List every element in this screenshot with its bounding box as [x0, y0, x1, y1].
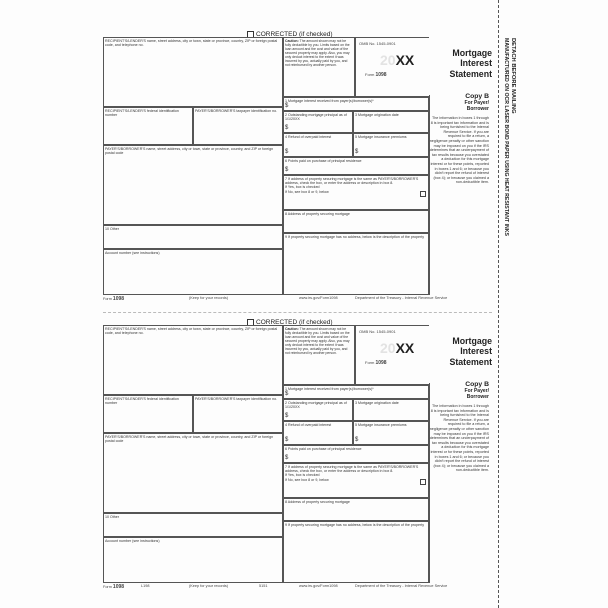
box9-label: 9 If property securing mortgage has no address, below is the description of the property	[285, 523, 425, 527]
year-suffix: XX	[395, 340, 415, 356]
footer-dept: Department of the Treasury - Internal Revenue Service	[355, 296, 448, 300]
box1-label: 1 Mortgage interest received from payer(s)/borrower(s)*	[285, 387, 374, 391]
recipient-tin-box[interactable]	[103, 107, 193, 145]
payer-name-box[interactable]	[103, 145, 283, 225]
recipient-tin-label: RECIPIENT'S/LENDER'S federal identification number	[105, 397, 179, 406]
form-word: Form	[365, 360, 375, 365]
box7-checkbox[interactable]	[420, 479, 426, 485]
box5-label: 5 Mortgage insurance premiums	[355, 423, 407, 427]
footer-code-2: 5151	[259, 584, 268, 588]
copy-sub-1: For Payer/	[464, 388, 489, 394]
footer-form-number	[103, 296, 124, 302]
form-title	[433, 48, 492, 79]
payer-name-label: PAYER'S/BORROWER'S name, street address, city or town, state or province, country, and ZIP or foreign postal code	[105, 147, 274, 156]
irs-notice: The information in boxes 1 through 8 is important tax information and is being furnished to the Internal Revenue Service. If you are required to file a return, a negligence penalty or other sanction may be imposed on you if the IRS determines that an underpayment of tax results because you overstated a deduction for this mortgage interest or for these points, reported in boxes 1 and 6; or because you didn't report the refund of interest (box 4); or because you claimed a non-deductible item.	[429, 404, 489, 473]
box1-dollar: $	[285, 103, 289, 109]
box4-refund[interactable]	[283, 421, 353, 445]
caution-box	[283, 325, 355, 385]
form-number: 1098	[375, 360, 387, 366]
form-1098-top	[103, 31, 492, 302]
box3-label: 3 Mortgage origination date	[355, 113, 399, 117]
box7-checkbox[interactable]	[420, 191, 426, 197]
payer-tin-box[interactable]	[193, 395, 283, 433]
footer-code-1: L198	[141, 584, 150, 588]
tax-year	[380, 340, 414, 356]
manufacturing-note: MANUFACTURED ON OCR LASER BOND PAPER USING HEAT RESISTANT INKS	[503, 38, 509, 236]
box7-same-address[interactable]	[283, 175, 429, 210]
box6-label: 6 Points paid on purchase of principal residence	[285, 447, 362, 451]
copy-b-heading	[429, 93, 489, 112]
recipient-name-box[interactable]	[103, 325, 283, 395]
detach-cut-line	[498, 0, 499, 608]
box7-label: 7 If address of property securing mortgage is the same as PAYER'S/BORROWER'S address, check the box, or enter the address or description in box 8.	[285, 177, 419, 186]
box9-property-description[interactable]	[283, 233, 429, 295]
box4-dollar: $	[285, 149, 289, 155]
form-number-label	[365, 360, 387, 366]
footer-url[interactable]: www.irs.gov/Form1098	[299, 296, 338, 300]
box4-label: 4 Refund of overpaid interest	[285, 423, 332, 427]
irs-notice: The information in boxes 1 through 8 is important tax information and is being furnished to the Internal Revenue Service. If you are required to file a return, a negligence penalty or other sanction may be imposed on you if the IRS determines that an underpayment of tax results because you overstated a deduction for this mortgage interest or for these points, reported in boxes 1 and 6; or because you didn't report the refund of interest (box 4); or because you claimed a non-deductible item.	[429, 116, 489, 185]
title-line-3: Statement	[449, 68, 492, 79]
box8-label: 8 Address of property securing mortgage	[285, 500, 350, 504]
box3-origination-date[interactable]	[353, 111, 429, 133]
recipient-tin-label: RECIPIENT'S/LENDER'S federal identification number	[105, 109, 179, 118]
tax-year	[380, 52, 414, 68]
recipient-name-label: RECIPIENT'S/LENDER'S name, street address, city or town, state or province, country, ZIP or foreign postal code, and telephone no.	[105, 327, 278, 336]
box4-dollar: $	[285, 437, 289, 443]
box2-dollar: $	[285, 413, 289, 419]
account-label: Account number (see instructions)	[105, 251, 160, 255]
box8-label: 8 Address of property securing mortgage	[285, 212, 350, 216]
box10-other[interactable]	[103, 513, 283, 537]
box5-insurance[interactable]	[353, 421, 429, 445]
footer-dept: Department of the Treasury - Internal Revenue Service	[355, 584, 448, 588]
box5-dollar: $	[355, 437, 359, 443]
account-number-box[interactable]	[103, 537, 283, 583]
footer-form-word: Form	[103, 585, 112, 589]
box1-mortgage-interest[interactable]	[283, 385, 429, 399]
box3-label: 3 Mortgage origination date	[355, 401, 399, 405]
box5-insurance[interactable]	[353, 133, 429, 157]
copy-sub-1: For Payer/	[464, 100, 489, 106]
box7-no: If No, see box 8 or 9, below	[285, 477, 329, 482]
box4-label: 4 Refund of overpaid interest	[285, 135, 332, 139]
year-prefix: 20	[380, 340, 396, 356]
box9-label: 9 If property securing mortgage has no address, below is the description of the property	[285, 235, 425, 239]
box2-outstanding-principal[interactable]	[283, 399, 353, 421]
box2-dollar: $	[285, 125, 289, 131]
box1-mortgage-interest[interactable]	[283, 97, 429, 111]
box6-label: 6 Points paid on purchase of principal residence	[285, 159, 362, 163]
box10-other[interactable]	[103, 225, 283, 249]
title-line-3: Statement	[449, 356, 492, 367]
title-line-2: Interest	[460, 346, 492, 357]
caution-title: Caution:	[285, 327, 299, 331]
copy-sub-2: Borrower	[466, 393, 489, 400]
corrected-label: CORRECTED (if checked)	[256, 319, 333, 327]
detach-instruction: DETACH BEFORE MAILING	[510, 38, 516, 114]
caution-text: The amount shown may not be fully deductible by you. Limits based on the loan amount and the cost and value of the secured property may apply. Also, you may only deduct interest to the extent it was incurred by you, actually paid by you, and not reimbursed by another person.	[285, 327, 350, 355]
box7-yes: If Yes, box is checked	[285, 185, 320, 190]
box10-label: 10 Other	[105, 227, 119, 231]
footer-keep: (Keep for your records)	[189, 584, 229, 588]
recipient-tin-box[interactable]	[103, 395, 193, 433]
box5-dollar: $	[355, 149, 359, 155]
box7-yes: If Yes, box is checked	[285, 473, 320, 478]
box7-label: 7 If address of property securing mortgage is the same as PAYER'S/BORROWER'S address, check the box, or enter the address or description in box 8.	[285, 465, 419, 474]
title-line-1: Mortgage	[452, 336, 492, 346]
payer-name-box[interactable]	[103, 433, 283, 513]
box3-origination-date[interactable]	[353, 399, 429, 421]
recipient-name-box[interactable]	[103, 37, 283, 107]
account-label: Account number (see instructions)	[105, 539, 160, 543]
footer-form-number	[103, 584, 124, 590]
footer-keep: (Keep for your records)	[189, 296, 229, 300]
form-number: 1098	[375, 72, 387, 78]
box6-points[interactable]	[283, 445, 429, 463]
payer-name-label: PAYER'S/BORROWER'S name, street address, city or town, state or province, country, and ZIP or foreign postal code	[105, 435, 274, 444]
box7-no: If No, see box 8 or 9, below	[285, 189, 329, 194]
caution-text: The amount shown may not be fully deductible by you. Limits based on the loan amount and the cost and value of the secured property may apply. Also, you may only deduct interest to the extent it was incurred by you, actually paid by you, and not reimbursed by another person.	[285, 39, 350, 67]
copy-label: Copy B	[465, 93, 489, 100]
title-line-2: Interest	[460, 58, 492, 69]
box1-label: 1 Mortgage interest received from payer(s)/borrower(s)*	[285, 99, 374, 103]
form-number-label	[365, 72, 387, 78]
corrected-label: CORRECTED (if checked)	[256, 31, 333, 39]
payer-tin-label: PAYER'S/BORROWER'S taxpayer identification no.	[195, 109, 278, 113]
caution-box	[283, 37, 355, 97]
box7-same-address[interactable]	[283, 463, 429, 498]
copy-b-heading	[429, 381, 489, 400]
box5-label: 5 Mortgage insurance premiums	[355, 135, 407, 139]
copy-sub-2: Borrower	[466, 105, 489, 112]
box9-property-description[interactable]	[283, 521, 429, 583]
footer-form-word: Form	[103, 297, 112, 301]
payer-tin-label: PAYER'S/BORROWER'S taxpayer identification no.	[195, 397, 278, 401]
year-suffix: XX	[395, 52, 415, 68]
footer-form-num: 1098	[112, 584, 125, 590]
box8-property-address[interactable]	[283, 498, 429, 521]
omb-number: OMB No. 1545-0901	[359, 41, 396, 46]
recipient-name-label: RECIPIENT'S/LENDER'S name, street address, city or town, state or province, country, ZIP or foreign postal code, and telephone no.	[105, 39, 278, 48]
box6-points[interactable]	[283, 157, 429, 175]
omb-number: OMB No. 1545-0901	[359, 329, 396, 334]
caution-title: Caution:	[285, 39, 299, 43]
form-1098-bottom	[103, 319, 492, 590]
box2-outstanding-principal[interactable]	[283, 111, 353, 133]
right-stub	[500, 0, 608, 608]
box6-dollar: $	[285, 167, 289, 173]
title-line-1: Mortgage	[452, 48, 492, 58]
form-title	[433, 336, 492, 367]
box4-refund[interactable]	[283, 133, 353, 157]
box1-dollar: $	[285, 391, 289, 397]
form-word: Form	[365, 72, 375, 77]
footer-form-num: 1098	[112, 296, 125, 302]
payer-tin-box[interactable]	[193, 107, 283, 145]
footer-url[interactable]: www.irs.gov/Form1098	[299, 584, 338, 588]
account-number-box[interactable]	[103, 249, 283, 295]
box6-dollar: $	[285, 455, 289, 461]
perforation-line	[103, 312, 492, 313]
box8-property-address[interactable]	[283, 210, 429, 233]
box2-label: 2 Outstanding mortgage principal as of 1/1/20XX	[285, 401, 347, 410]
box2-label: 2 Outstanding mortgage principal as of 1/1/20XX	[285, 113, 347, 122]
box10-label: 10 Other	[105, 515, 119, 519]
copy-label: Copy B	[465, 381, 489, 388]
year-prefix: 20	[380, 52, 396, 68]
